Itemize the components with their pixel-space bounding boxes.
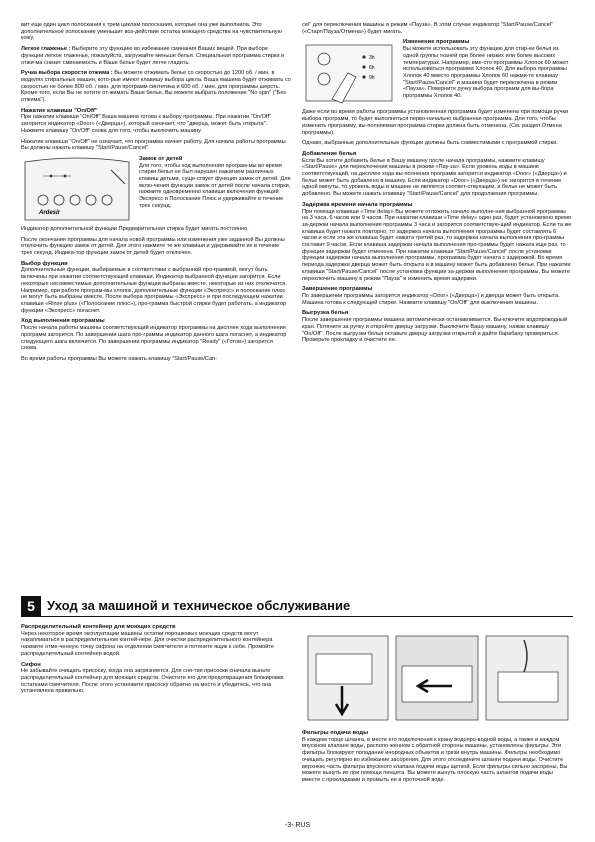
dispenser-removal-illustration xyxy=(308,636,388,720)
maintenance-illustrations xyxy=(302,626,572,726)
function-select-heading: Выбор функции xyxy=(21,260,68,267)
left-column xyxy=(21,22,291,367)
paragraph-time-delay: При помощи клавиши «Time delay» Вы можете отложить начало выполне-ния выбранной программы на 3 часа, 6 часов или 9 часов. При нажатии клавиши «Time delay» один раз, будет установлено время за-держки начала выполнения программы 3 часа и загорится соответствую-щий индикатор. Если та же клавиша будет нажата повторно, то задержка начала выполнения программы будет составлять 6 часов и если эта же клавиша будет нажата третий раз, то задержка начала выполнения про-граммы составит 9 часов. Если клавиша задержки начала выполнения про-граммы будет нажата еще раз, то функция задержки будет отменена. При нажатии клавиши "Start/Pause/Cancel" после установки функции задержки начала выполнения программы, программа будет начата с задержкой. Во время периода задержки дверца может быть открыта и в машину может быть добавлено белье. При нажатии клавиши "Start/Pause/Cancel" после установки функции за-держки выполнения программы, Вы можете переключить машину в режим "Пауза" и изменить время задержки. xyxy=(302,208,572,282)
paragraph-function-select: Дополнительные функции, выбираемые в соответствии с выбранной про-граммой, могут быть включены при нажатии соответствующей клавиши. Индикатор выбранной функции загорится. Если некоторые несовместимые дополнительные функции выбраны вместе, некоторые из них отключатся. Например, при работе програм-мы хлопок, дополнительные функции «Экспресс» и полоскание плюс не могут быть выбраны вместе. После выбора программы «Экспресс» и при последующем нажатии клавиши «Rinse plus» («Полоскание плюс»), про-грамма быстрой стирки будет работать, а индикатор функции «Экспресс» погаснет. xyxy=(21,267,287,314)
delay-9h-label: 9h xyxy=(369,75,375,82)
dispenser-heading: Распределительный контейнер для моющих средств xyxy=(21,624,176,630)
page-number: -3- RUS xyxy=(284,822,311,829)
paragraph-dispenser: Через некоторое время эксплуатации машины остатки порошковых моющих средств могут накапливаться в распределительном контей-нере. Для очистки распределительного контейнера нажмите отме-ченную точку сифона на отделении смягчителя и потяните ящик к себе. Промойте распределительный контейнер водой. xyxy=(21,630,275,657)
onoff-heading: Нажатие клавиши "On/Off" xyxy=(21,107,98,114)
paragraph-program-progress: После начала работы машины соответствующий индикатор программы на дисплее хода выполнения программ загорится. По завершении шага про-граммы индикатор данного шага погаснет, а индикатор следующего шага включится. По завершении программы индикатор "Ready" («Готов») загорится снова. xyxy=(21,325,287,352)
paragraph-onoff: При нажатии клавиши "On/Off" Ваша машина готова к выбору программы. При нажатии "On/Off" загорится индикатор «Door» («Дверца»), который означает, что "дверца, может быть открыта". Нажмите клавишу "On/Off" снова для того, чтобы выключить машину. xyxy=(21,114,272,134)
control-panel-illustration xyxy=(21,156,133,226)
water-filters-heading: Фильтры подачи воды xyxy=(302,730,369,736)
paragraph-child-lock-off: После окончания программы для начала новой программы или изменения уже заданной Вы должны отключить функцию замок от детей. Для этого нажмите те же клавиши и удерживайте их в течение трех секунд. Индика-тор функции замок от детей будет отключен. xyxy=(21,236,285,257)
paragraph-add-laundry: Если Вы хотите добавить белье в Вашу машину после начала программы, нажмите клавишу «Start/Pause» для переключения машины в режим «Пау-за». Если уровень воды в машине соответствующий, на дисплее хода вы-полнения программ загорится индикатор «Door» («Дверца») и белье может быть добавлено в машину. Если индикатор «Door» («Дверца») не загорится в течение одной минуты, то уровень воды в машине не является соответ-ствующим, и белье не может быть добавлено. Вы можете нажать клавишу "Start/Pause/Cancel" для продолжения программы. xyxy=(302,157,567,198)
child-lock-text: Для того, чтобы ход выполнения програм-мы во время стирки белья не был нарушен нажатием различных клавиш детьми, суще-ствует функция замок от детей. Для вклю-чения функции замок от детей после начала стирки, нажмите одновременно клавиши включения функций Экспресс и Полоскание Плюс и удерживайте в течение трех секунд. xyxy=(139,162,291,209)
paragraph-pause: Во время работы программы Вы можете нажать клавишу "Start/Pause/Can- xyxy=(21,355,218,362)
section-rule xyxy=(21,616,573,617)
section-number: 5 xyxy=(21,596,41,616)
time-delay-heading: Задержка времени начала программы xyxy=(302,201,413,208)
water-filter-illustration xyxy=(486,636,568,720)
time-delay-illustration xyxy=(302,39,397,109)
program-change-block xyxy=(302,39,572,109)
easy-iron-title: Легкое глаженье : xyxy=(21,46,71,53)
paragraph-compatible: Однако, выбранные дополнительные функции должны быть совместимыми с программой стирки. xyxy=(302,140,558,147)
paragraph-water-filters: В каждом торце шланга, в месте его подключения к крану водопро-водной воды, а также в каждом впускном клапане воды, располо-женном с обратной стороны машины, установлены фильтры. Эти фильтры блокируют попадание инородных объектов и грязи внутрь машины. Фильтры необходимо очищать регулярно во избежание засорения. Для этого отсоедините шланги подачи воды. Очистите верхнюю часть фильтра впускного клапана подачи воды щеткой. Если фильтры сильно засорены, Вы можете вынуть их при помощи пинцета. Вы можете вынуть плоскую часть шлангов подачи воды вместе с прокладками и промыть ее в проточной воде. xyxy=(302,736,568,783)
paragraph-spin-speed: Ручка выбора скорости отжима : Вы можете отжимать белье со скоростью до 1200 об. / мин. в моделях стиральных машин, кото-рые имеют клавишу выбора цикла. Ваша машина будет отжимать со скоростью не более 800 об. / мин. для программ синтетика и 600 об. / мин. для программы шерсть. Кроме того, если Вы не хотите от-жимать Ваше белье, Вы можете выбрать положение "No spin" ("Без отжима"). xyxy=(21,70,291,104)
paragraph-unload: После завершения программы машина автоматически останавливается. Вы-ключите водопроводный кран. Потяните за ручку и откройте дверцу загрузки. Выключите Вашу машину, нажав клавишу "On/Off". После выгрузки белья оставьте дверцу загрузки открытой и дайте барабану провериться. Проверьте прокладку и очистите ее. xyxy=(302,317,568,344)
paragraph-extra-rinse: вит еще один цикл полоскания к трем циклам полоскания, которые она уже выполнила. Это дополнительное полоскание уменьшит воз-действие остатка моющего средства на чувствительную кожу. xyxy=(21,22,282,42)
paragraph-easy-iron: Легкое глаженье : Выберите эту функцию во избежание сминания Ваших вещей. При выборе функции легкое глаженье, пожалуйста, загружайте меньше белья. Специальная программа стирки и отжи-ма снизит сминаемость и Ваше белье будет легче гладить. xyxy=(21,46,285,66)
delay-6h-label: 6h xyxy=(369,65,375,72)
child-lock-indicator-note: Индикатор дополнительной функции Предварительная стирка будет мигать постоянно. xyxy=(21,225,249,232)
delay-3h-label: 3h xyxy=(369,55,375,62)
right-column xyxy=(302,22,572,348)
paragraph-program-end: По завершении программы загорится индикатор «Door» («Дверца») и дверца может быть открыта. Машина готова к следующей стирке. Нажмите клавишу "On/Off" для выключения машины. xyxy=(302,292,560,306)
program-progress-heading: Ход выполнения программы xyxy=(21,318,105,325)
section-header xyxy=(21,596,573,616)
paragraph-pause-cont: cel" для переключения машины в режим «Пауза». В этом случае индикатор "Start/Pause/Cancel" («Старт/Пауза/Отмена») будет мигать. xyxy=(302,22,554,35)
brand-logo: Ardesir xyxy=(39,209,61,216)
paragraph-siphon: Не забывайте очищать присоску, когда она загрязняется. Для сня-тия присоски сначала выньте распределительный контейнер для моющих средств. Очистите его для предотвращения блокировки остатками смягчителя. После этого установите присоску обратно на место и убедитесь, что она установлена правильно. xyxy=(21,668,284,695)
program-change-heading: Изменение программы xyxy=(403,39,470,46)
unload-heading: Выгрузка белья xyxy=(302,310,349,317)
program-end-heading: Завершение программы xyxy=(302,286,373,293)
paragraph-program-change-2: Даже если во время работы программы установленная программа будет изменена при помощи ручки выбора программ, то будет выполняться перво-начально выбранная программа. Для того, чтобы изменить программу, вы-полняемая программа стирки должна быть отменена. (См. раздел Отмена программы). xyxy=(302,109,569,136)
add-laundry-heading: Добавление белья xyxy=(302,150,357,157)
siphon-illustration xyxy=(396,636,478,720)
program-change-text: Вы можете использовать эту функцию для стир-ки белья из одной группы тканей при более низких или более высоких температурах. Например, вме-сто программы Хлопок 60 может использоваться программа Хлопок 40. Для выбора программы Хлопок 40 вместо программы Хлопок 60 нажми-те клавишу "Start/Pause/Cancel" и машина будет переключена в режим «Пауза». Поверните ручку выбора программ для вы-бора программы Хлопок 40. xyxy=(403,46,569,100)
child-lock-heading: Замок от детей xyxy=(139,155,183,162)
maintenance-right-column xyxy=(302,730,572,788)
maintenance-left-column xyxy=(21,624,293,699)
section-title: Уход за машиной и техническое обслуживание xyxy=(47,598,351,613)
spin-speed-title: Ручка выбора скорости отжима : xyxy=(21,70,113,77)
child-lock-block xyxy=(21,156,291,226)
paragraph-onoff-note: Нажатие клавиши "On/Off" не означает, что программа начнет работу. Для начала работы программы Вы должны нажать клавишу "Start/Pause/Cancel". xyxy=(21,138,286,152)
siphon-heading: Сифон xyxy=(21,661,41,668)
